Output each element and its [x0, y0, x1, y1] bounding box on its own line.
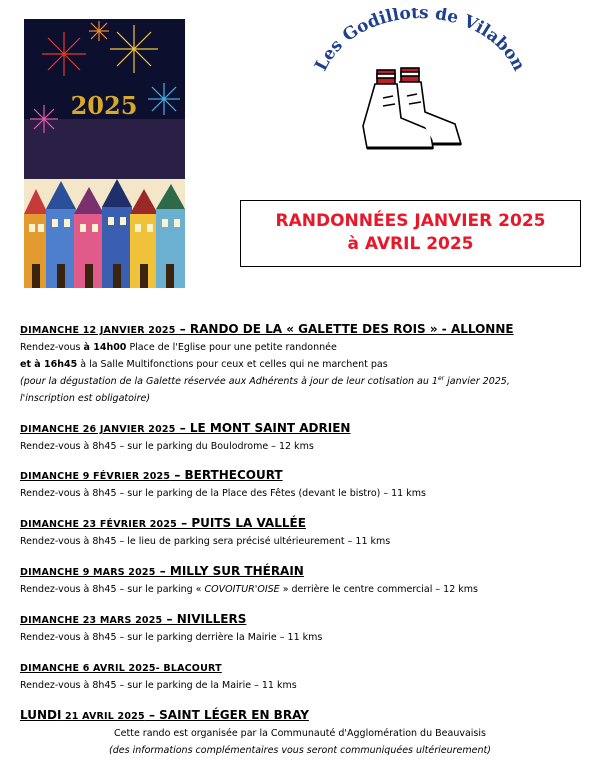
event-name: – RANDO DE LA « GALETTE DES ROIS » - ALLONNE: [175, 322, 514, 336]
event-detail: Rendez-vous à 8h45 – sur le parking du Boulodrome – 12 kms: [20, 441, 314, 452]
detail-text: Place de l'Eglise pour une petite randonnée: [126, 342, 337, 353]
detail-text: et: [20, 359, 35, 370]
note-sup: er: [437, 374, 445, 382]
event-date: DIMANCHE 23 FÉVRIER 2025: [20, 519, 177, 530]
event-title: [20, 420, 580, 438]
event-date: DIMANCHE 26 JANVIER 2025: [20, 424, 176, 435]
event-name: – LE MONT SAINT ADRIEN: [175, 421, 351, 435]
event-name: – SAINT LÉGER EN BRAY: [144, 708, 309, 722]
event-detail: Rendez-vous à 8h45 – sur le parking de la Mairie – 11 kms: [20, 680, 297, 691]
detail-italic: COVOITUR'OISE: [204, 584, 280, 595]
logo-image: [305, 8, 535, 193]
note-text: janvier 2025,: [444, 376, 510, 387]
event-item: [20, 321, 580, 407]
title-line-1: RANDONNÉES JANVIER 2025: [275, 211, 546, 231]
event-item: [20, 707, 580, 759]
event-note: [20, 373, 580, 390]
event-name: – MILLY SUR THÉRAIN: [155, 564, 304, 578]
event-title: [20, 515, 580, 533]
event-note: (des informations complémentaires vous seront communiquées ultérieurement): [109, 745, 491, 756]
event-item: [20, 659, 580, 694]
year-text: 2025: [70, 91, 138, 120]
event-date: 21 AVRIL 2025: [61, 711, 145, 722]
event-name: – BERTHECOURT: [170, 468, 283, 482]
detail-text: à la Salle Multifonctions pour ceux et celles qui ne marchent pas: [77, 359, 388, 370]
event-date: DIMANCHE 9 MARS 2025: [20, 567, 156, 578]
note-text: (pour la dégustation de la Galette réservée aux Adhérents à jour de leur cotisation au 1: [20, 376, 438, 387]
event-title: [20, 611, 580, 629]
event-title: [20, 467, 580, 485]
event-date: DIMANCHE 9 FÉVRIER 2025: [20, 471, 171, 482]
event-title: [20, 563, 580, 581]
events-list: [20, 321, 580, 759]
event-detail: Cette rando est organisée par la Communauté d'Agglomération du Beauvaisis: [114, 728, 486, 739]
detail-time: à 16h45: [34, 359, 78, 370]
detail-text: » derrière le centre commercial – 12 kms: [279, 584, 478, 595]
event-date: DIMANCHE 12 JANVIER 2025: [20, 325, 176, 336]
title-box: [240, 200, 581, 267]
event-item: [20, 420, 580, 455]
fireworks-houses-image: [24, 19, 185, 288]
event-item: [20, 515, 580, 550]
event-detail: Rendez-vous à 8h45 – sur le parking de la Place des Fêtes (devant le bistro) – 11 kms: [20, 488, 426, 499]
event-date: DIMANCHE 23 MARS 2025: [20, 615, 163, 626]
title-line-2: à AVRIL 2025: [347, 234, 474, 254]
logo-text: Les Godillots de Vilabon: [311, 8, 529, 75]
detail-text: Rendez-vous: [20, 342, 84, 353]
event-date: DIMANCHE 6 AVRIL 2025- BLACOURT: [20, 663, 222, 674]
event-note: l'inscription est obligatoire): [20, 393, 151, 404]
event-item: [20, 467, 580, 502]
event-name: – NIVILLERS: [162, 612, 247, 626]
event-title: [20, 659, 580, 677]
event-item: [20, 611, 580, 646]
event-detail: Rendez-vous à 8h45 – sur le parking derrière la Mairie – 11 kms: [20, 632, 323, 643]
event-date: LUNDI: [20, 708, 62, 722]
event-item: [20, 563, 580, 598]
hiking-boots-icon: [363, 68, 461, 148]
new-year-illustration: [24, 19, 185, 288]
event-detail: [20, 356, 580, 373]
event-name: – PUITS LA VALLÉE: [176, 516, 306, 530]
event-detail: [20, 581, 580, 598]
event-title: [20, 707, 580, 725]
club-logo: [305, 8, 535, 193]
detail-time: à 14h00: [83, 342, 127, 353]
event-title: [20, 321, 580, 339]
detail-text: Rendez-vous à 8h45 – sur le parking «: [20, 584, 205, 595]
event-detail: Rendez-vous à 8h45 – le lieu de parking sera précisé ultérieurement – 11 kms: [20, 536, 391, 547]
event-detail: [20, 339, 580, 356]
